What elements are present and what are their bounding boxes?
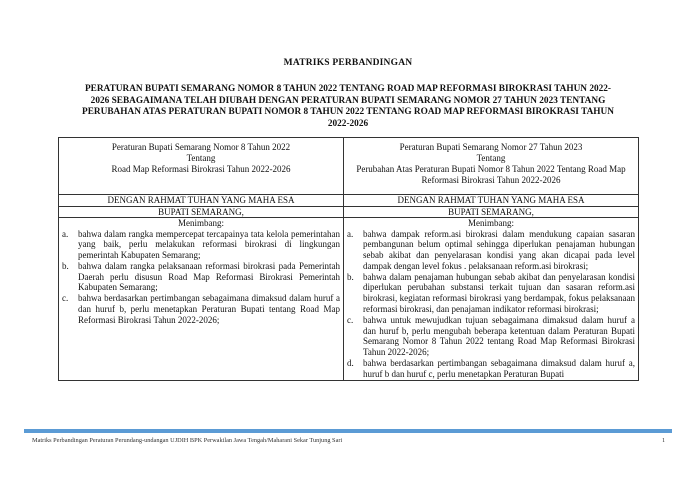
list-item [344, 358, 635, 380]
document-subtitle [58, 84, 638, 130]
clause-letter: c. [347, 314, 354, 325]
preamble-row [59, 195, 639, 207]
left-clause-list [59, 229, 343, 326]
left-menimbang-cell [59, 218, 344, 381]
right-preamble: DENGAN RAHMAT TUHAN YANG MAHA ESA [344, 195, 639, 207]
clause-text: bahwa dalam penajaman hubungan sebab akibat dan penyelarasan kondisi diperlukan perubahan substansi terkait tujuan dan sasaran reform.asi birokrasi, kegiatan reformasi birokrasi yang berdampak, fokus pelaksanaan reformasi birokrasi, dan penajaman indikator reformasi birokrasi; [363, 271, 635, 315]
right-official: BUPATI SEMARANG, [344, 206, 639, 218]
subtitle-line: 2026 SEBAGAIMANA TELAH DIUBAH DENGAN PERATURAN BUPATI SEMARANG NOMOR 27 TAHUN 2023 TENTANG [90, 95, 606, 106]
footer-divider [24, 429, 672, 433]
left-menimbang-label: Menimbang: [178, 218, 224, 228]
clause-text: bahwa dalam rangka pelaksanaan reformasi birokrasi pada Pemerintah Daerah perlu disusun Road Map Reformasi Birokrasi Pemerintah Kabupaten Semarang; [78, 260, 340, 293]
left-regulation-tentang: Tentang [186, 153, 216, 163]
list-item [344, 272, 635, 315]
left-regulation-name: Peraturan Bupati Semarang Nomor 8 Tahun 2022 [111, 142, 291, 152]
clause-text: bahwa berdasarkan pertimbangan sebagaimana dimaksud dalam huruf a dan huruf b, perlu menetapkan Peraturan Bupati tentang Road Map Reformasi Birokrasi Tahun 2022-2026; [78, 293, 340, 325]
list-item [59, 293, 340, 325]
subtitle-line: PERUBAHAN ATAS PERATURAN BUPATI NOMOR 8 TAHUN 2022 TENTANG ROAD MAP REFORMASI BIROKRASI TAHUN [82, 107, 614, 118]
clause-text: bahwa berdasarkan pertimbangan sebagaimana dimaksud dalam huruf a, huruf b dan huruf c, perlu menetapkan Peraturan Bupati [363, 358, 635, 379]
right-clause-list [344, 229, 638, 380]
clause-letter: b. [347, 271, 354, 282]
right-header-cell [344, 138, 639, 195]
right-regulation-subject: Perubahan Atas Peraturan Bupati Nomor 8 Tahun 2022 Tentang Road Map Reformasi Birokrasi Tahun 2022-2026 [356, 164, 626, 185]
right-menimbang-cell [344, 218, 639, 381]
clause-letter: b. [62, 260, 69, 271]
official-row [59, 206, 639, 218]
list-item [344, 229, 635, 272]
clause-letter: c. [62, 293, 69, 304]
left-regulation-subject: Road Map Reformasi Birokrasi Tahun 2022-2026 [111, 164, 291, 174]
list-item [344, 315, 635, 358]
right-regulation-name: Peraturan Bupati Semarang Nomor 27 Tahun 2023 [399, 142, 583, 152]
subtitle-line: PERATURAN BUPATI SEMARANG NOMOR 8 TAHUN 2022 TENTANG ROAD MAP REFORMASI BIROKRASI TAHUN 2022- [84, 84, 612, 94]
left-header-cell [59, 138, 344, 195]
right-menimbang-label: Menimbang: [468, 218, 514, 228]
clause-letter: a. [347, 228, 354, 239]
clause-letter: a. [62, 228, 69, 239]
footer-text: Matriks Perbandingan Peraturan Perundang-undangan UJDIH BPK Perwakilan Jawa Tengah/Maharani Sekar Tunjung Sari [32, 437, 343, 444]
clause-text: bahwa dalam rangka mempercepat tercapainya tata kelola pemerintahan yang baik, perlu melakukan reformasi birokrasi di lingkungan pemerintah Kabupaten Semarang; [78, 228, 340, 261]
list-item [59, 229, 340, 261]
left-preamble: DENGAN RAHMAT TUHAN YANG MAHA ESA [59, 195, 344, 207]
clause-letter: d. [347, 358, 354, 369]
clause-text: bahwa untuk mewujudkan tujuan sebagaimana dimaksud dalam huruf a dan huruf b, perlu mengubah beberapa ketentuan dalam Peraturan Bupati Semarang Nomor 8 Tahun 2022 tentang Road Map Reformasi Birokrasi Tahun 2022-2026; [363, 314, 635, 358]
subtitle-line: 2022-2026 [327, 118, 369, 129]
document-title: MATRIKS PERBANDINGAN [283, 58, 413, 68]
menimbang-row [59, 218, 639, 381]
clause-text: bahwa dampak reform.asi birokrasi dalam mendukung capaian sasaran pembangunan belum optimal sehingga diperlukan penajaman hubungan sebab akibat dan penyelarasan kondisi yang akan dicapai pada level dampak dengan level fokus . pelaksanaan reform.asi birokrasi; [363, 228, 635, 271]
right-regulation-tentang: Tentang [476, 153, 506, 163]
comparison-table [58, 137, 639, 381]
left-official: BUPATI SEMARANG, [59, 206, 344, 218]
list-item [59, 261, 340, 293]
table-header-row [59, 138, 639, 195]
page-number: 1 [662, 437, 666, 444]
